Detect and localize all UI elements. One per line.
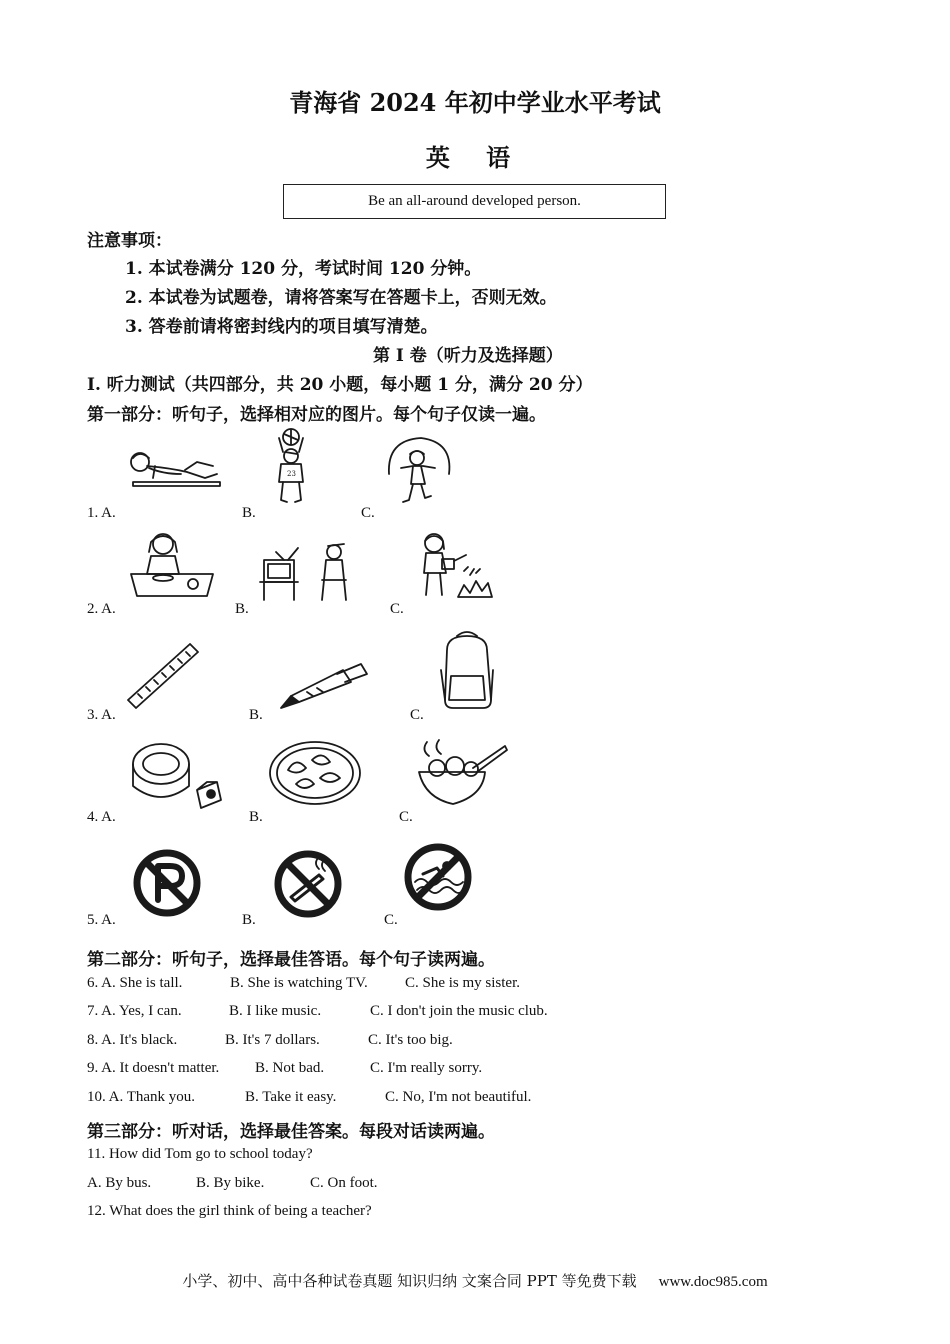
q10-option-c: C. No, I'm not beautiful. <box>385 1089 532 1105</box>
backpack-icon <box>437 630 497 710</box>
part2-heading: 第二部分：听句子，选择最佳答语。每个句子读两遍。 <box>87 950 495 970</box>
q11-option-c: C. On foot. <box>310 1175 378 1191</box>
q3-label-b: B. <box>249 707 263 723</box>
ruler-icon <box>124 642 202 712</box>
notice-item-2: 2. 本试卷为试题卷，请将答案写在答题卡上，否则无效。 <box>125 288 557 308</box>
q2-label-b: B. <box>235 601 249 617</box>
footer-url[interactable]: www.doc985.com <box>658 1274 768 1290</box>
q5-label-c: C. <box>384 912 398 928</box>
q8-option-c: C. It's too big. <box>368 1032 453 1048</box>
q10-option-b: B. Take it easy. <box>245 1089 337 1105</box>
motto-box: Be an all-around developed person. <box>283 184 666 219</box>
footer <box>0 1270 950 1291</box>
no-swimming-icon <box>403 842 473 912</box>
q9-option-b: B. Not bad. <box>255 1060 325 1076</box>
no-smoking-icon <box>273 849 343 919</box>
pen-icon <box>277 662 369 712</box>
q2-label-c: C. <box>390 601 404 617</box>
page-title: 青海省 2024 年初中学业水平考试 <box>289 88 661 117</box>
q1-label-b: B. <box>242 505 256 521</box>
q11-option-a: A. By bus. <box>87 1175 152 1191</box>
q4-label-b: B. <box>249 809 263 825</box>
q9-option-a: 9. A. It doesn't matter. <box>87 1060 220 1076</box>
mooncake-icon <box>131 742 225 810</box>
q7-option-c: C. I don't join the music club. <box>370 1003 548 1019</box>
boy-lying-icon <box>125 448 225 498</box>
q5-label-b: B. <box>242 912 256 928</box>
part3-heading: 第三部分：听对话，选择最佳答案。每段对话读两遍。 <box>87 1122 495 1142</box>
q10-option-a: 10. A. Thank you. <box>87 1089 196 1105</box>
notice-item-3: 3. 答卷前请将密封线内的项目填写清楚。 <box>125 317 438 337</box>
q5-label-a: 5. A. <box>87 912 116 928</box>
q7-option-a: 7. A. Yes, I can. <box>87 1003 182 1019</box>
q1-label-a: 1. A. <box>87 505 116 521</box>
q1-label-c: C. <box>361 505 375 521</box>
dumplings-icon <box>268 740 362 806</box>
basketball-boy-icon <box>265 428 317 510</box>
tangyuan-icon <box>415 738 509 808</box>
no-parking-icon <box>132 848 202 918</box>
q11-option-b: B. By bike. <box>196 1175 265 1191</box>
q9-option-c: C. I'm really sorry. <box>370 1060 483 1076</box>
watering-flowers-icon <box>414 531 496 601</box>
q6-option-b: B. She is watching TV. <box>230 975 368 991</box>
tv-watching-icon <box>258 542 354 600</box>
volume-heading: 第 I 卷（听力及选择题） <box>373 346 563 366</box>
jump-rope-girl-icon <box>383 434 455 510</box>
q6-option-c: C. She is my sister. <box>405 975 521 991</box>
q7-option-b: B. I like music. <box>229 1003 322 1019</box>
part1-heading: 第一部分：听句子，选择相对应的图片。每个句子仅读一遍。 <box>87 405 546 425</box>
q6-option-a: 6. A. She is tall. <box>87 975 183 991</box>
cooking-girl-icon <box>127 530 217 598</box>
q11-question: 11. How did Tom go to school today? <box>87 1146 313 1162</box>
q3-label-c: C. <box>410 707 424 723</box>
q3-label-a: 3. A. <box>87 707 116 723</box>
notice-item-1: 1. 本试卷满分 120 分，考试时间 120 分钟。 <box>125 259 482 279</box>
notice-heading: 注意事项： <box>87 231 172 251</box>
section1-heading: I. 听力测试（共四部分，共 20 小题，每小题 1 分，满分 20 分） <box>87 375 593 395</box>
footer-text: 小学、初中、高中各种试卷真题 知识归纳 文案合同 PPT 等免费下载 <box>182 1272 637 1290</box>
q12-question: 12. What does the girl think of being a teacher? <box>87 1203 372 1219</box>
q4-label-a: 4. A. <box>87 809 116 825</box>
q2-label-a: 2. A. <box>87 601 116 617</box>
q4-label-c: C. <box>399 809 413 825</box>
svg-text:23: 23 <box>287 470 296 478</box>
q8-option-a: 8. A. It's black. <box>87 1032 178 1048</box>
q8-option-b: B. It's 7 dollars. <box>225 1032 320 1048</box>
subject-title: 英 语 <box>425 143 525 172</box>
